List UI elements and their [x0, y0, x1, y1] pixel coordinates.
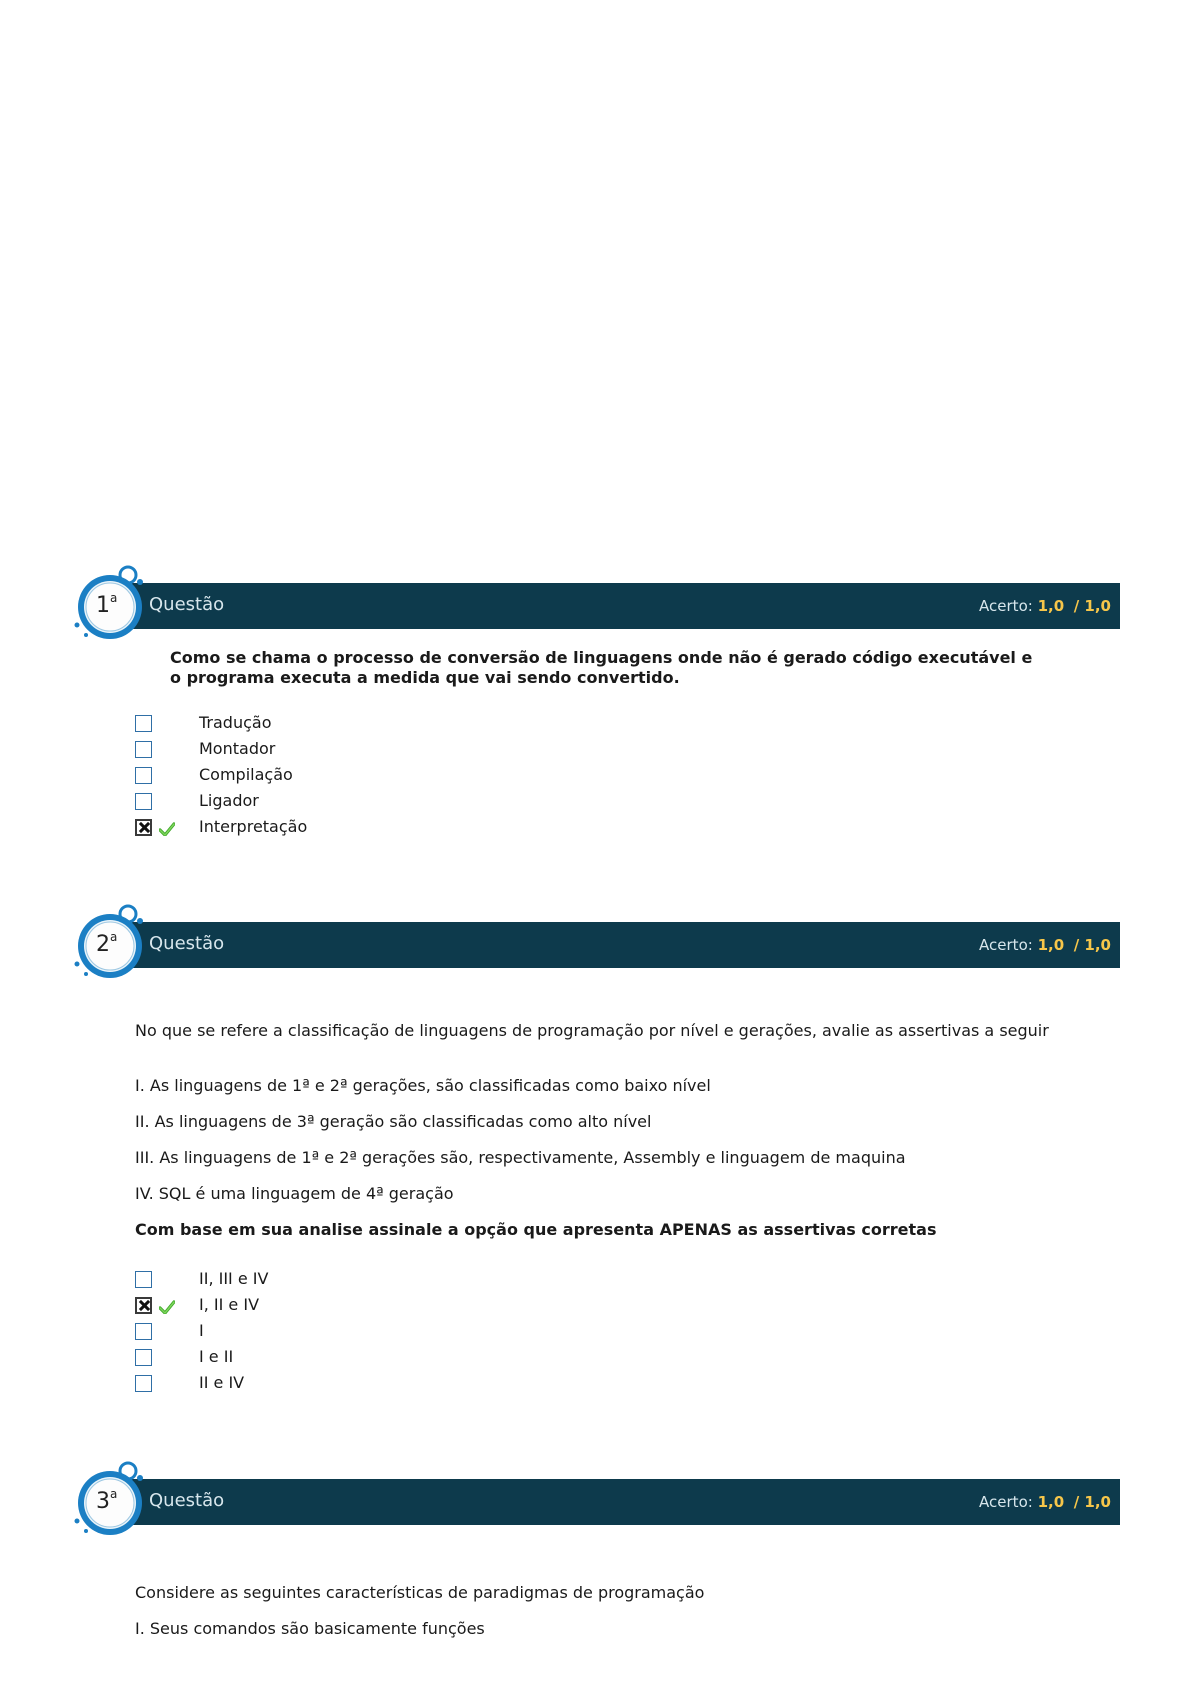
- question-intro: No que se refere a classificação de linguagens de programação por nível e gerações, avalie as assertivas a seguir: [135, 1021, 1049, 1040]
- option-i[interactable]: [135, 1321, 535, 1347]
- score-label: Acerto:: [979, 597, 1033, 615]
- question-number: 3$^a$: [96, 1487, 118, 1514]
- options-list: [135, 713, 535, 843]
- option-ii-iv[interactable]: [135, 1373, 535, 1399]
- option-label: Montador: [199, 739, 276, 758]
- question-label: Questão: [149, 1490, 225, 1511]
- score: [979, 597, 1111, 615]
- checkbox[interactable]: [135, 1271, 152, 1288]
- checkbox[interactable]: [135, 741, 152, 758]
- statement: III. As linguagens de 1ª e 2ª gerações são, respectivamente, Assembly e linguagem de maquina: [135, 1148, 906, 1167]
- score-total: / 1,0: [1073, 936, 1111, 954]
- checkbox[interactable]: [135, 715, 152, 732]
- option-label: I: [199, 1321, 204, 1340]
- statement: IV. SQL é uma linguagem de 4ª geração: [135, 1184, 454, 1203]
- option-label: II e IV: [199, 1373, 245, 1392]
- checkbox-checked[interactable]: [135, 819, 152, 836]
- question-intro: Considere as seguintes características de paradigmas de programação: [135, 1583, 705, 1602]
- option-label: Interpretação: [199, 817, 308, 836]
- stem-line: o programa executa a medida que vai sendo convertido.: [170, 668, 680, 687]
- score: [979, 1493, 1111, 1511]
- question-header: [128, 922, 1120, 968]
- score-total: / 1,0: [1073, 1493, 1111, 1511]
- option-interpretacao[interactable]: [135, 817, 535, 843]
- score-label: Acerto:: [979, 1493, 1033, 1511]
- question-number-badge: [74, 904, 154, 984]
- checkbox[interactable]: [135, 793, 152, 810]
- question-number-badge: [74, 1461, 154, 1541]
- question-header: [128, 583, 1120, 629]
- statement: II. As linguagens de 3ª geração são classificadas como alto nível: [135, 1112, 652, 1131]
- option-label: I, II e IV: [199, 1295, 260, 1314]
- statement: I. As linguagens de 1ª e 2ª gerações, são classificadas como baixo nível: [135, 1076, 711, 1095]
- option-ii-iii-iv[interactable]: [135, 1269, 535, 1295]
- option-label: Compilação: [199, 765, 293, 784]
- options-list: [135, 1269, 535, 1399]
- option-i-ii-iv[interactable]: [135, 1295, 535, 1321]
- option-label: II, III e IV: [199, 1269, 269, 1288]
- correct-check-icon: [159, 1300, 175, 1314]
- score-total: / 1,0: [1073, 597, 1111, 615]
- question-number-badge: [74, 565, 154, 645]
- option-i-ii[interactable]: [135, 1347, 535, 1373]
- option-label: Ligador: [199, 791, 259, 810]
- statement: I. Seus comandos são basicamente funções: [135, 1619, 485, 1638]
- question-number: 2$^a$: [96, 930, 118, 957]
- option-label: I e II: [199, 1347, 234, 1366]
- checkbox[interactable]: [135, 767, 152, 784]
- option-traducao[interactable]: [135, 713, 535, 739]
- question-label: Questão: [149, 933, 225, 954]
- score-value: 1,0: [1037, 597, 1065, 615]
- question-prompt: Com base em sua analise assinale a opção que apresenta APENAS as assertivas corretas: [135, 1220, 937, 1239]
- question-stem: [170, 648, 1070, 688]
- question-header: [128, 1479, 1120, 1525]
- question-label: Questão: [149, 594, 225, 615]
- checkbox[interactable]: [135, 1349, 152, 1366]
- option-montador[interactable]: [135, 739, 535, 765]
- score-value: 1,0: [1037, 936, 1065, 954]
- checkbox[interactable]: [135, 1323, 152, 1340]
- checkbox-checked[interactable]: [135, 1297, 152, 1314]
- question-number: 1$^a$: [96, 591, 118, 618]
- option-compilacao[interactable]: [135, 765, 535, 791]
- option-label: Tradução: [199, 713, 272, 732]
- stem-line: Como se chama o processo de conversão de linguagens onde não é gerado código executável e: [170, 648, 1033, 667]
- score-label: Acerto:: [979, 936, 1033, 954]
- score-value: 1,0: [1037, 1493, 1065, 1511]
- score: [979, 936, 1111, 954]
- checkbox[interactable]: [135, 1375, 152, 1392]
- option-ligador[interactable]: [135, 791, 535, 817]
- correct-check-icon: [159, 822, 175, 836]
